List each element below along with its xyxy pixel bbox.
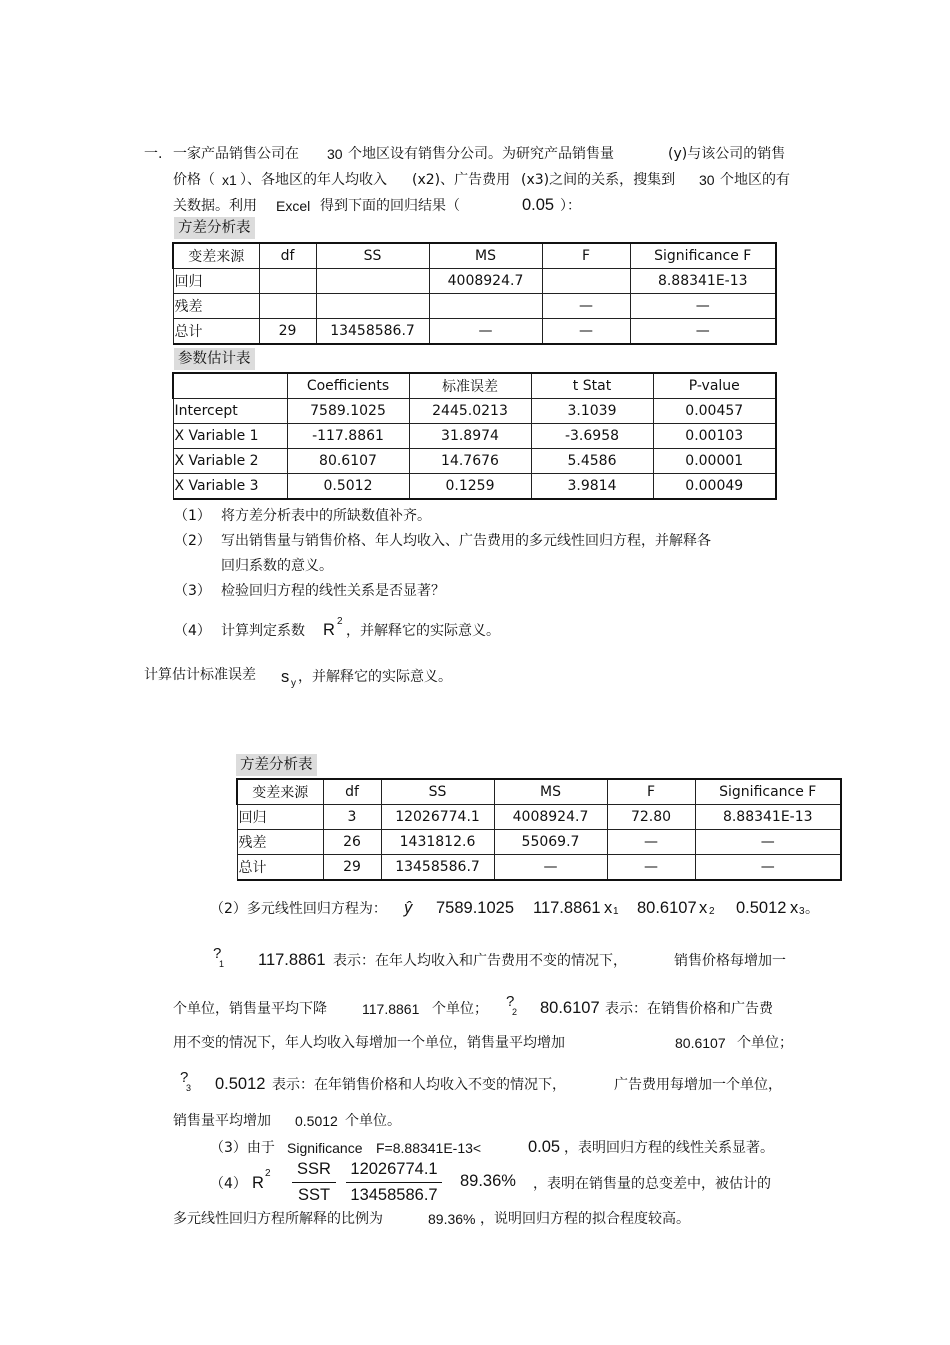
beta-1-mark: ? bbox=[213, 945, 222, 962]
anova-answer-table bbox=[236, 778, 842, 881]
anova-header-cell: df bbox=[259, 243, 316, 269]
problem-marker: 一. bbox=[144, 146, 163, 162]
problem-line2-d: (x2)、广告费用 bbox=[412, 172, 511, 188]
problem-line1-c: 个地区设有销售分公司。为研究产品销售量 bbox=[348, 146, 614, 162]
table-cell: — bbox=[429, 319, 542, 345]
problem-line2-c: ）、各地区的年人均收入 bbox=[240, 172, 387, 188]
table-row bbox=[173, 474, 776, 500]
answer-4-line2-b: ，说明回归方程的拟合程度较高。 bbox=[480, 1211, 690, 1227]
question-4-sup: 2 bbox=[337, 616, 343, 627]
anova-answer-header-cell: df bbox=[323, 779, 381, 805]
answer-4-r: R bbox=[252, 1174, 264, 1192]
explain-line2-value: 117.8861 bbox=[362, 1001, 420, 1017]
table-cell bbox=[542, 269, 630, 294]
anova-answer-header-cell: MS bbox=[494, 779, 607, 805]
question-4-r: R bbox=[323, 621, 335, 639]
question-5-sub: y bbox=[291, 678, 296, 689]
answer-4-denominator-1: SST bbox=[297, 1186, 331, 1204]
beta-3-value: 0.5012 bbox=[215, 1075, 266, 1093]
anova-answer-title: 方差分析表 bbox=[236, 754, 317, 776]
answer-2-label: （2）多元线性回归方程为： bbox=[210, 901, 387, 917]
param-header-cell bbox=[173, 373, 287, 399]
question-3-number: （3） bbox=[174, 583, 211, 599]
question-5-text: 计算估计标准误差 bbox=[144, 667, 256, 683]
answer-2-x2-sub: 2 bbox=[709, 906, 715, 917]
table-cell: 12026774.1 bbox=[381, 805, 494, 830]
table-cell: 55069.7 bbox=[494, 830, 607, 855]
param-header-cell: t Stat bbox=[531, 373, 653, 399]
answer-3-sig: Significance bbox=[287, 1140, 363, 1156]
problem-line3-e: ）： bbox=[560, 198, 581, 214]
table-cell: -3.6958 bbox=[531, 424, 653, 449]
anova-header-row bbox=[173, 243, 776, 269]
anova-table bbox=[172, 242, 777, 345]
answer-4-fraction-1 bbox=[292, 1160, 336, 1205]
table-cell: 0.00457 bbox=[653, 399, 776, 424]
beta-2-sub: 2 bbox=[512, 1007, 518, 1017]
table-row bbox=[173, 399, 776, 424]
problem-line1-a: 一家产品销售公司在 bbox=[173, 146, 299, 162]
question-5-s: s bbox=[281, 668, 290, 686]
table-cell: X Variable 1 bbox=[173, 424, 287, 449]
table-cell: 0.00049 bbox=[653, 474, 776, 500]
table-cell: 3.9814 bbox=[531, 474, 653, 500]
explain-line5-b: 个单位。 bbox=[345, 1113, 401, 1129]
table-cell: 13458586.7 bbox=[381, 855, 494, 881]
answer-4-denominator-2: 13458586.7 bbox=[350, 1186, 438, 1204]
question-4-number: （4） bbox=[174, 623, 211, 639]
answer-4-sup: 2 bbox=[265, 1168, 271, 1179]
table-cell: — bbox=[630, 294, 776, 319]
question-2-number: （2） bbox=[174, 533, 211, 549]
problem-line2-b: x1 bbox=[222, 172, 237, 188]
table-cell: 回归 bbox=[237, 805, 323, 830]
anova-answer-header-cell: F bbox=[607, 779, 695, 805]
table-cell bbox=[316, 269, 429, 294]
table-cell: 2445.0213 bbox=[409, 399, 531, 424]
beta-3-text: 表示：在年销售价格和人均收入不变的情况下， bbox=[272, 1077, 566, 1093]
question-4-text-b: ，并解释它的实际意义。 bbox=[346, 623, 500, 639]
table-cell: X Variable 3 bbox=[173, 474, 287, 500]
answer-2-yhat: ŷ bbox=[404, 899, 413, 917]
beta-1-text-b: 销售价格每增加一 bbox=[674, 953, 786, 969]
param-header-row bbox=[173, 373, 776, 399]
table-cell: 7589.1025 bbox=[287, 399, 409, 424]
explain-line3-b: 个单位； bbox=[737, 1035, 793, 1051]
table-cell: — bbox=[494, 855, 607, 881]
table-cell: 残差 bbox=[173, 294, 259, 319]
anova-header-cell: MS bbox=[429, 243, 542, 269]
explain-line3-value: 80.6107 bbox=[675, 1035, 726, 1051]
explain-line2-b: 个单位； bbox=[432, 1001, 488, 1017]
table-cell: 80.6107 bbox=[287, 449, 409, 474]
problem-line3-c: 得到下面的回归结果（ bbox=[320, 198, 460, 214]
answer-4-text: ，表明在销售量的总变差中，被估计的 bbox=[533, 1176, 771, 1192]
anova-answer-header-cell: 变差来源 bbox=[237, 779, 323, 805]
table-cell: 14.7676 bbox=[409, 449, 531, 474]
beta-2-mark: ? bbox=[506, 993, 515, 1010]
problem-line2-e: (x3)之间的关系，搜集到 bbox=[521, 172, 676, 188]
table-cell: 4008924.7 bbox=[429, 269, 542, 294]
table-cell: 72.80 bbox=[607, 805, 695, 830]
table-cell: — bbox=[607, 830, 695, 855]
question-2-text: 写出销售量与销售价格、年人均收入、广告费用的多元线性回归方程，并解释各 bbox=[221, 533, 711, 549]
explain-line3-a: 用不变的情况下，年人均收入每增加一个单位，销售量平均增加 bbox=[173, 1035, 565, 1051]
table-cell bbox=[259, 269, 316, 294]
problem-line2-g: 个地区的有 bbox=[720, 172, 790, 188]
param-header-cell: 标准误差 bbox=[409, 373, 531, 399]
table-cell: 8.88341E-13 bbox=[695, 805, 841, 830]
answer-4-line2-a: 多元线性回归方程所解释的比例为 bbox=[173, 1211, 383, 1227]
question-2-text-cont: 回归系数的意义。 bbox=[221, 558, 333, 574]
answer-3-a: （3）由于 bbox=[210, 1140, 275, 1156]
problem-line1-d: (y)与该公司的销售 bbox=[668, 146, 786, 162]
answer-2-x3: x bbox=[790, 899, 799, 917]
answer-2-b2: 80.6107 bbox=[637, 899, 697, 917]
table-cell: 4008924.7 bbox=[494, 805, 607, 830]
explain-line2-a: 个单位，销售量平均下降 bbox=[173, 1001, 327, 1017]
anova-header-cell: 变差来源 bbox=[173, 243, 259, 269]
table-cell: 回归 bbox=[173, 269, 259, 294]
explain-line5-a: 销售量平均增加 bbox=[173, 1113, 271, 1129]
problem-line3-b: Excel bbox=[276, 198, 311, 214]
table-cell: 0.00001 bbox=[653, 449, 776, 474]
beta-3-sub: 3 bbox=[186, 1083, 192, 1093]
table-cell: Intercept bbox=[173, 399, 287, 424]
answer-3-value: 0.05 bbox=[528, 1138, 561, 1156]
table-cell bbox=[429, 294, 542, 319]
anova-answer-header-row bbox=[237, 779, 841, 805]
table-cell: 26 bbox=[323, 830, 381, 855]
table-cell: 3 bbox=[323, 805, 381, 830]
answer-2-x3-sub: 3 bbox=[799, 906, 805, 917]
table-cell: 5.4586 bbox=[531, 449, 653, 474]
table-row bbox=[173, 424, 776, 449]
table-row bbox=[237, 805, 841, 830]
table-cell: 31.8974 bbox=[409, 424, 531, 449]
table-row bbox=[173, 294, 776, 319]
answer-2-x1-sub: 1 bbox=[613, 906, 619, 917]
table-row bbox=[173, 319, 776, 345]
problem-line2-a: 价格（ bbox=[173, 172, 215, 188]
anova-table-title: 方差分析表 bbox=[174, 217, 255, 239]
table-cell: — bbox=[607, 855, 695, 881]
table-cell: 1431812.6 bbox=[381, 830, 494, 855]
table-cell bbox=[259, 294, 316, 319]
question-3-text: 检验回归方程的线性关系是否显著？ bbox=[221, 583, 445, 599]
answer-4-label: （4） bbox=[210, 1176, 247, 1192]
answer-4-fraction-2 bbox=[346, 1160, 442, 1205]
problem-line3-alpha: 0.05 bbox=[522, 196, 555, 214]
question-1-number: （1） bbox=[174, 508, 211, 524]
answer-4-line2-value: 89.36% bbox=[428, 1211, 476, 1227]
answer-3-f: F=8.88341E-13< bbox=[376, 1140, 482, 1156]
table-row bbox=[237, 830, 841, 855]
table-cell: 8.88341E-13 bbox=[630, 269, 776, 294]
param-table bbox=[172, 372, 777, 500]
beta-1-text: 表示：在年人均收入和广告费用不变的情况下， bbox=[333, 953, 627, 969]
answer-4-numerator-2: 12026774.1 bbox=[350, 1160, 438, 1178]
table-cell: — bbox=[695, 855, 841, 881]
problem-line2-f: 30 bbox=[699, 172, 715, 188]
table-row bbox=[173, 269, 776, 294]
fraction-bar bbox=[346, 1182, 442, 1183]
table-cell: 29 bbox=[259, 319, 316, 345]
table-cell: X Variable 2 bbox=[173, 449, 287, 474]
table-cell bbox=[316, 294, 429, 319]
answer-4-numerator-1: SSR bbox=[297, 1160, 331, 1178]
table-row bbox=[237, 855, 841, 881]
anova-header-cell: Significance F bbox=[630, 243, 776, 269]
table-cell: 29 bbox=[323, 855, 381, 881]
answer-2-x1: x bbox=[604, 899, 613, 917]
table-cell: 3.1039 bbox=[531, 399, 653, 424]
answer-2-b3: 0.5012 bbox=[736, 899, 787, 917]
table-cell: — bbox=[695, 830, 841, 855]
answer-2-b0: 7589.1025 bbox=[436, 899, 514, 917]
param-table-title: 参数估计表 bbox=[174, 348, 255, 370]
table-row bbox=[173, 449, 776, 474]
beta-1-sub: 1 bbox=[219, 959, 225, 969]
answer-2-x2: x bbox=[699, 899, 708, 917]
answer-4-percent: 89.36% bbox=[460, 1172, 516, 1190]
problem-line3-a: 关数据。利用 bbox=[173, 198, 257, 214]
answer-2-end: 。 bbox=[805, 901, 819, 917]
table-cell: 13458586.7 bbox=[316, 319, 429, 345]
table-cell: 总计 bbox=[237, 855, 323, 881]
question-5-text-b: ，并解释它的实际意义。 bbox=[298, 669, 452, 685]
table-cell: 残差 bbox=[237, 830, 323, 855]
table-cell: -117.8861 bbox=[287, 424, 409, 449]
table-cell: 0.00103 bbox=[653, 424, 776, 449]
table-cell: — bbox=[542, 294, 630, 319]
beta-3-mark: ? bbox=[180, 1069, 189, 1086]
table-cell: — bbox=[630, 319, 776, 345]
anova-header-cell: SS bbox=[316, 243, 429, 269]
table-cell: 0.5012 bbox=[287, 474, 409, 500]
question-4-text: 计算判定系数 bbox=[221, 623, 305, 639]
beta-2-value: 80.6107 bbox=[540, 999, 600, 1017]
table-cell: 总计 bbox=[173, 319, 259, 345]
answer-3-b: ，表明回归方程的线性关系显著。 bbox=[564, 1140, 774, 1156]
explain-line5-value: 0.5012 bbox=[295, 1113, 338, 1129]
fraction-bar bbox=[292, 1182, 336, 1183]
answer-2-b1: 117.8861 bbox=[533, 899, 601, 917]
param-header-cell: P-value bbox=[653, 373, 776, 399]
anova-answer-header-cell: SS bbox=[381, 779, 494, 805]
question-1-text: 将方差分析表中的所缺数值补齐。 bbox=[221, 508, 431, 524]
problem-line1-b: 30 bbox=[327, 146, 343, 162]
beta-1-value: 117.8861 bbox=[258, 951, 326, 969]
table-cell: 0.1259 bbox=[409, 474, 531, 500]
beta-2-text: 表示：在销售价格和广告费 bbox=[605, 1001, 773, 1017]
anova-answer-header-cell: Significance F bbox=[695, 779, 841, 805]
anova-header-cell: F bbox=[542, 243, 630, 269]
param-header-cell: Coefficients bbox=[287, 373, 409, 399]
table-cell: — bbox=[542, 319, 630, 345]
beta-3-text-b: 广告费用每增加一个单位， bbox=[614, 1077, 782, 1093]
